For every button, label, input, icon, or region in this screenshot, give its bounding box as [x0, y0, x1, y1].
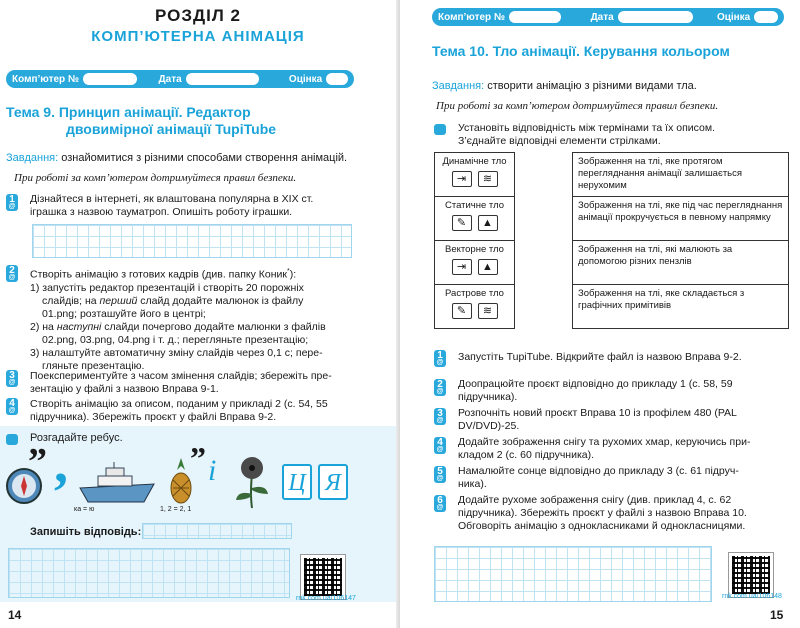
step-badge: 5 @ [434, 466, 446, 483]
computer-field-right[interactable] [509, 11, 560, 23]
rebus-nums: 1, 2 = 2, 1 [160, 506, 192, 513]
quote-mark-2: ” [190, 440, 206, 476]
match-instructions [458, 122, 715, 148]
brush-icon: ✎ [452, 303, 472, 319]
def-raster[interactable]: Зображення на тлі, які малюють за допомогою різних пензлів [573, 241, 789, 285]
step-badge: 2 @ [434, 379, 446, 396]
ex4-line2: підручника). Збережіть проєкт у файлі Вправа 9-2. [30, 411, 277, 423]
step-line: Розпочніть новий проєкт Вправа 10 із профілем 480 (PAL [458, 407, 737, 419]
ex2-line8: гляньте презентацію. [42, 359, 145, 372]
header-bar [6, 70, 354, 88]
qr-code-right [728, 552, 774, 598]
brush-icon: ✎ [452, 215, 472, 231]
section-title: КОМП’ЮТЕРНА АНІМАЦІЯ [91, 28, 305, 45]
step-line: Додайте рухоме зображення снігу (див. приклад 4, с. 62 [458, 494, 732, 506]
grade-field-right[interactable] [754, 11, 778, 23]
step-2-text [458, 378, 733, 404]
boat-icon [78, 462, 158, 506]
task-line [6, 152, 347, 164]
answer-grid-right[interactable] [434, 546, 712, 602]
rebus-panel [0, 426, 396, 602]
term-vector[interactable] [435, 241, 515, 285]
qr-url-right[interactable]: rnk.com.ua/106148 [722, 593, 782, 600]
card-letter-2: Я [318, 464, 348, 500]
arrow-space [515, 197, 573, 241]
ex4-line1: Створіть анімацію за описом, поданим у прикладі 2 (с. 54, 55 [30, 398, 328, 410]
exercise-4-text [30, 398, 328, 424]
answer-label: Запишіть відповідь: [30, 526, 142, 538]
arrow-space [515, 241, 573, 285]
match-row [435, 285, 789, 329]
def-static[interactable]: Зображення на тлі, яке протягом перегляднання анімації залишається нерухомим [573, 153, 789, 197]
answer-grid-2[interactable] [8, 548, 290, 598]
task-line-right [432, 80, 697, 92]
match-row [435, 197, 789, 241]
step-line: ника). [458, 478, 487, 490]
date-label: Дата [158, 73, 182, 85]
ex2-line2: 1) запустіть редактор презентацій і створіть 20 порожніх [30, 281, 304, 294]
page-number-left: 14 [8, 608, 22, 622]
exercise-4-badge: 4 @ [6, 398, 18, 415]
image-icon: ▲ [478, 259, 498, 275]
computer-label-right: Комп’ютер № [438, 11, 506, 23]
date-field[interactable] [186, 73, 259, 85]
safety-note: При роботі за комп’ютером дотримуйтеся правил безпеки. [14, 172, 297, 184]
poppy-icon [232, 454, 272, 510]
step-6-text [458, 494, 747, 533]
ex1-line1: Дізнайтеся в інтернеті, як влаштована популярна в XIX ст. [30, 193, 314, 205]
match-line1: Установіть відповідність між термінами та їх описом. [458, 122, 715, 134]
ex2-line6: 02.png, 03.png, 04.png і т. д.; перегляньте презентацію; [42, 333, 309, 346]
task-text: ознайомитися з різними способами створення анімацій. [61, 152, 348, 164]
topic-line-1: Тема 9. Принцип анімації. Редактор [6, 104, 251, 120]
answer-grid-1[interactable] [32, 224, 352, 258]
ex3-line1: Поекспериментуйте з часом змінення слайдів; збережіть пре- [30, 370, 332, 382]
def-dynamic[interactable]: Зображення на тлі, яке під час перегляднання анімації прокручується в певному напрямку [573, 197, 789, 241]
header-bar-right [432, 8, 784, 26]
answer-row-grid[interactable] [142, 523, 292, 539]
computer-label: Комп’ютер № [12, 73, 80, 85]
exercise-1-badge: 1 @ [6, 194, 18, 211]
comma-mark: , [54, 433, 68, 495]
step-line: підручника). Збережіть проєкт у файлі з назвою Вправа 10. [458, 507, 747, 519]
qr-url-left[interactable]: rnk.com.ua/106147 [296, 595, 356, 602]
computer-field[interactable] [83, 73, 136, 85]
match-line2: З’єднайте відповідні елементи стрілками. [458, 135, 661, 147]
grade-label: Оцінка [288, 73, 323, 85]
card-letter-1: Ц [282, 464, 312, 500]
date-field-right[interactable] [618, 11, 693, 23]
arrow-space [515, 285, 573, 329]
brush-icon: ≋ [478, 171, 498, 187]
topic-right: Тема 10. Тло анімації. Керування кольором [432, 43, 730, 59]
step-line: Доопрацюйте проєкт відповідно до прикладу 1 (с. 58, 59 [458, 378, 733, 390]
term-label: Динамічне тло [442, 156, 507, 167]
date-label-right: Дата [590, 11, 614, 23]
topic-line-2: двовимірної анімації TupiTube [66, 121, 277, 137]
step-line: Обговоріть анімацію з однокласниками й однокласницями. [458, 520, 746, 532]
quote-mark-1: ” [28, 441, 47, 483]
task-key: Завдання: [6, 152, 59, 164]
step-badge: 3 @ [434, 408, 446, 425]
exercise-3-text [30, 370, 332, 396]
task-text-right: створити анімацію з різними видами тла. [487, 80, 697, 92]
arrow-icon: ⇥ [452, 171, 472, 187]
ex2-line1: Створіть анімацію з готових кадрів (див. папку Коник*): [30, 268, 297, 281]
ex1-line2: іграшка з назвою тауматроп. Опишіть роботу іграшки. [30, 206, 293, 218]
brush-icon: ≋ [478, 303, 498, 319]
step-1-text: Запустіть TupiTube. Відкрийте файл із назвою Вправа 9-2. [458, 351, 742, 363]
step-badge: 4 @ [434, 437, 446, 454]
rebus-badge [6, 434, 18, 445]
grade-label-right: Оцінка [716, 11, 751, 23]
match-row [435, 241, 789, 285]
exercise-1-text [30, 193, 313, 219]
ex2-line3: слайдів; на перший слайд додайте малюнок із файлу [42, 294, 304, 307]
ex2-line7: 3) налаштуйте автоматичну зміну слайдів через 0,1 с; пере- [30, 346, 323, 359]
step-4-text [458, 436, 750, 462]
arrow-icon: ⇥ [452, 259, 472, 275]
image-icon: ▲ [478, 215, 498, 231]
match-row [435, 153, 789, 197]
step-line: кладом 2 (с. 60 підручника). [458, 449, 595, 461]
safety-note-right: При роботі за комп’ютером дотримуйтеся правил безпеки. [436, 100, 719, 112]
term-dynamic[interactable] [435, 153, 515, 197]
exercise-2-text [30, 265, 366, 373]
rebus-letter-i: і [208, 454, 217, 487]
arrow-space [515, 153, 573, 197]
section-label: РОЗДІЛ 2 [155, 6, 241, 25]
ex2-line4: 01.png; розташуйте його в центрі; [42, 307, 206, 320]
grade-field[interactable] [326, 73, 348, 85]
rebus-title: Розгадайте ребус. [30, 432, 123, 444]
step-line: Додайте зображення снігу та рухомих хмар, керуючись при- [458, 436, 751, 448]
step-line: підручника). [458, 391, 518, 403]
exercise-2-badge: 2 @ [6, 265, 18, 282]
term-label: Растрове тло [445, 288, 504, 299]
ex2-line5: 2) на наступні слайди почергово додайте малюнки з файлів [30, 320, 326, 333]
match-badge [434, 124, 446, 135]
term-label: Статичне тло [444, 200, 505, 211]
term-static[interactable] [435, 197, 515, 241]
task-key-right: Завдання: [432, 80, 485, 92]
page-number-right: 15 [770, 608, 784, 622]
rebus-ka: ка = ю [74, 506, 95, 513]
step-line: Намалюйте сонце відповідно до прикладу 3 (с. 61 підруч- [458, 465, 739, 477]
match-table [434, 152, 789, 329]
step-badge: 6 @ [434, 495, 446, 512]
ex3-line2: зентацію у файлі з назвою Вправа 9-1. [30, 383, 219, 395]
step-line: DV/DVD)-25. [458, 420, 520, 432]
step-3-text [458, 407, 737, 433]
step-5-text [458, 465, 739, 491]
term-label: Векторне тло [445, 244, 504, 255]
step-badge: 1 @ [434, 350, 446, 367]
qr-code-left [300, 554, 346, 600]
def-vector[interactable]: Зображення на тлі, яке складається з графічних примітивів [573, 285, 789, 329]
exercise-3-badge: 3 @ [6, 370, 18, 387]
term-raster[interactable] [435, 285, 515, 329]
right-page [400, 0, 800, 628]
